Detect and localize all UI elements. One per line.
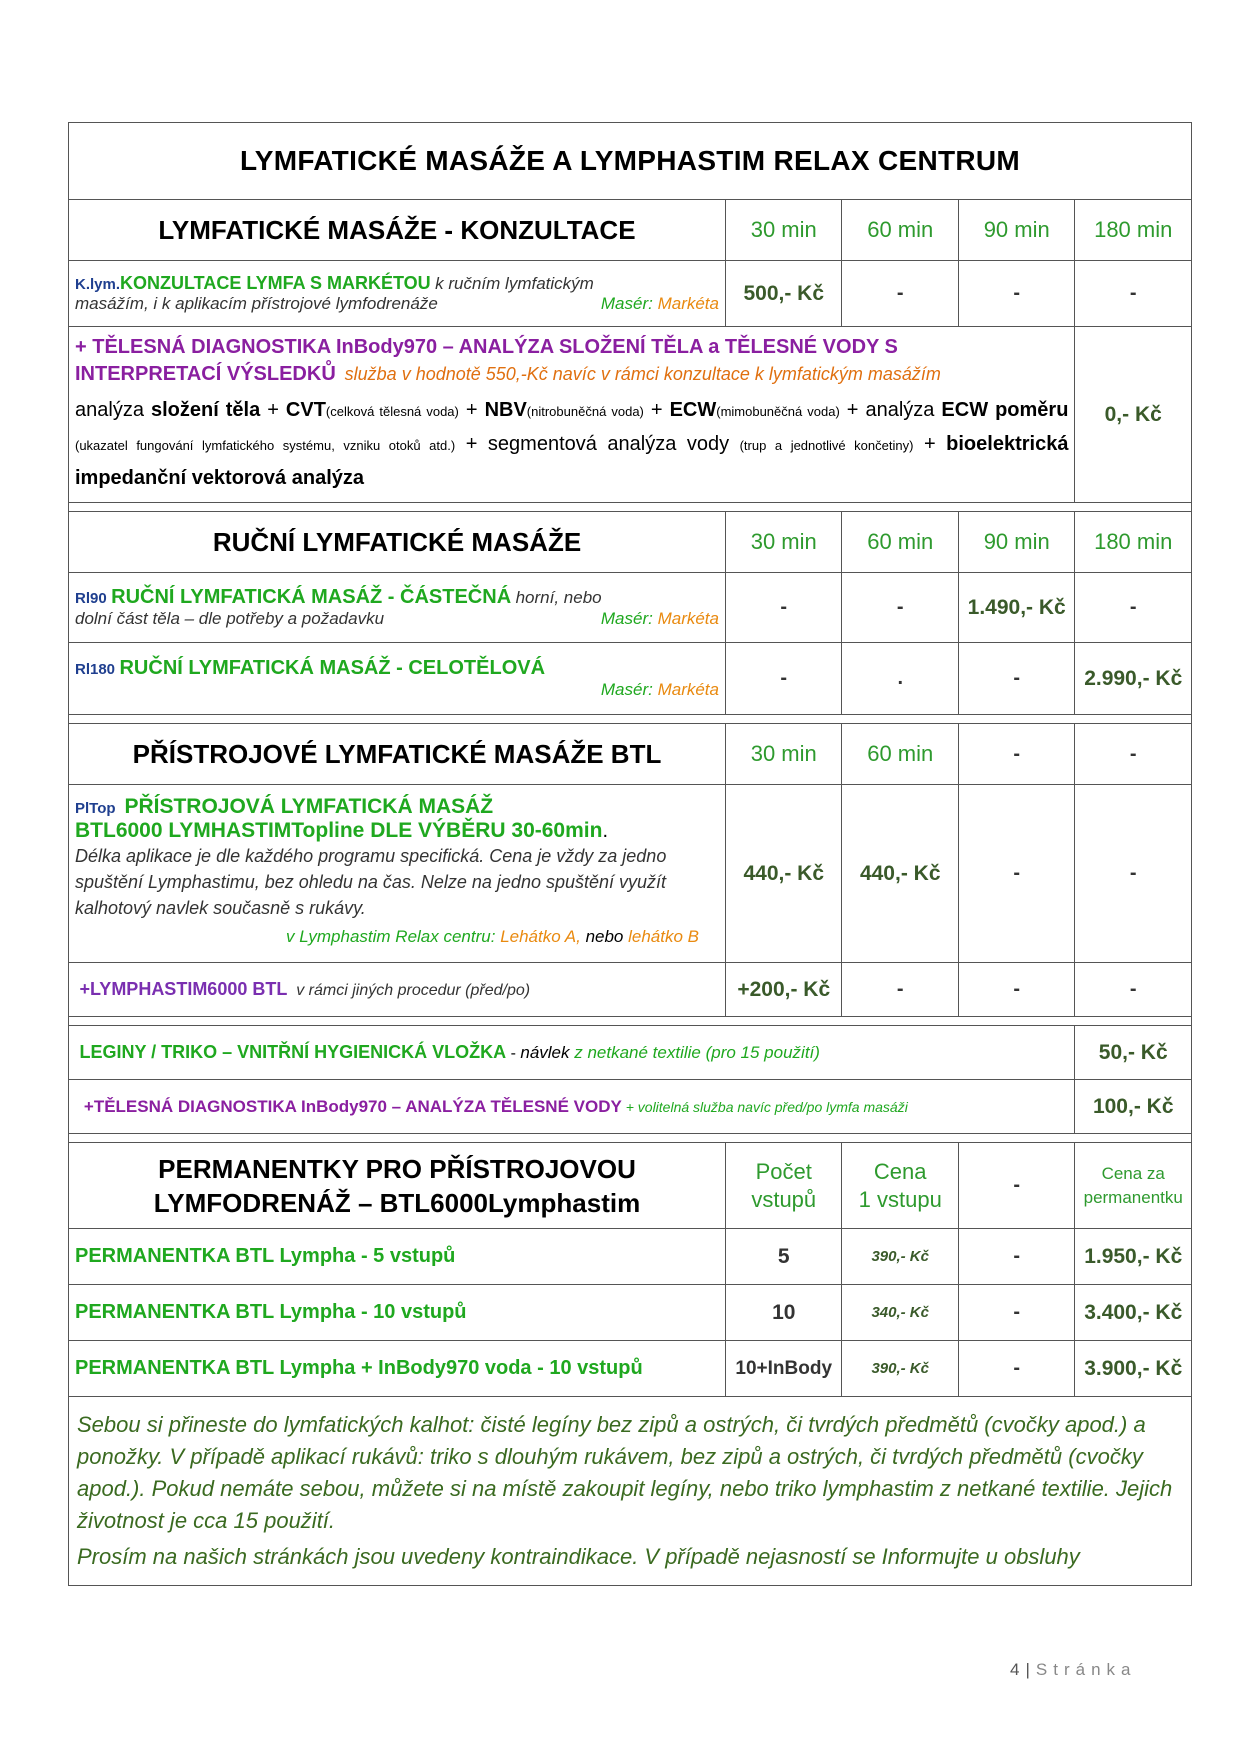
price-cell: +200,- Kč — [726, 963, 842, 1017]
maser-name: Markéta — [657, 680, 719, 699]
empty-cell: - — [958, 1285, 1074, 1341]
notes-box — [69, 1397, 1192, 1586]
header-line: Cena za — [1101, 1163, 1165, 1183]
desc-part: analýza — [75, 398, 151, 421]
price-cell: - — [958, 261, 1074, 327]
service-name: INTERPRETACÍ VÝSLEDKŮ — [75, 362, 336, 385]
desc-part: složení těla — [150, 398, 261, 421]
empty-cell: - — [958, 1341, 1074, 1397]
unit-price: 390,- Kč — [842, 1229, 958, 1285]
total-price: 1.950,- Kč — [1075, 1229, 1192, 1285]
total-price: 3.400,- Kč — [1075, 1285, 1192, 1341]
desc-part: bioelektrická impedanční vektorová analýza — [75, 432, 1069, 489]
service-desc: Délka aplikace je dle každého programu specifická. Cena je vždy za jedno spuštění Lymphastimu, bez ohledu na čas. Nelze na jedno spuštění využít kalhotový navlek současně s rukávy. — [75, 846, 667, 918]
service-note: služba v hodnotě 550,-Kč navíc v rámci konzultace k lymfatickým masážím — [344, 363, 941, 384]
duration-header: 30 min — [726, 724, 842, 785]
service-desc: z netkané textilie (pro 15 použití) — [569, 1043, 820, 1062]
col-header-count — [726, 1143, 842, 1229]
price-cell: 50,- Kč — [1075, 1026, 1192, 1080]
desc-part: CVT — [285, 398, 326, 421]
entry-count: 10 — [726, 1285, 842, 1341]
duration-header: 30 min — [726, 200, 842, 261]
desc-part: NBV — [484, 398, 527, 421]
section-title-rucni: RUČNÍ LYMFATICKÉ MASÁŽE — [69, 512, 726, 573]
price-cell: 0,- Kč — [1075, 327, 1192, 503]
maser-name: Markéta — [657, 294, 719, 313]
price-cell: - — [1075, 573, 1192, 643]
title-line: PERMANENTKY PRO PŘÍSTROJOVOU — [158, 1153, 636, 1184]
permanentka-row — [69, 1341, 726, 1397]
note-paragraph: Prosím na našich stránkách jsou uvedeny kontraindikace. V případě nejasností se Informujte u obsluhy — [77, 1544, 1080, 1569]
desc-part: + — [260, 398, 286, 421]
permanentka-name: PERMANENTKA BTL Lympha - 10 vstupů — [75, 1301, 467, 1323]
col-header-total — [1075, 1143, 1192, 1229]
maser-label: Masér: — [600, 294, 653, 313]
section-title-pristrojove: PŘÍSTROJOVÉ LYMFATICKÉ MASÁŽE BTL — [69, 724, 726, 785]
service-desc: horní, nebo — [515, 588, 602, 607]
dash: - — [506, 1045, 521, 1062]
price-cell: 440,- Kč — [726, 785, 842, 963]
page-title: LYMFATICKÉ MASÁŽE A LYMPHASTIM RELAX CENTRUM — [69, 123, 1192, 200]
col-header-unit-price — [842, 1143, 958, 1229]
empty-cell: - — [958, 1229, 1074, 1285]
duration-header: 30 min — [726, 512, 842, 573]
service-lymphastim-addon — [69, 963, 726, 1017]
desc-part: (celková tělesná voda) — [325, 403, 459, 419]
section-title-konzultace: LYMFATICKÉ MASÁŽE - KONZULTACE — [69, 200, 726, 261]
price-cell: 440,- Kč — [842, 785, 958, 963]
price-cell: . — [842, 643, 958, 715]
service-desc: dolní část těla – dle potřeby a požadavku — [75, 609, 385, 628]
maser-label: Masér: — [600, 609, 653, 628]
page-number: 4 — [1010, 1660, 1020, 1679]
service-name: +LYMPHASTIM6000 BTL — [79, 979, 288, 999]
desc-part: ECW poměru — [941, 398, 1069, 421]
desc-part: (trup a jednotlivé končetiny) — [739, 437, 914, 453]
duration-header: 90 min — [958, 200, 1074, 261]
header-line: permanentku — [1083, 1187, 1183, 1207]
service-code: PlTop — [75, 800, 116, 817]
service-desc: k ručním lymfatickým — [435, 274, 594, 293]
service-name: RUČNÍ LYMFATICKÁ MASÁŽ - CELOTĚLOVÁ — [119, 657, 546, 679]
footer-separator: | — [1025, 1660, 1030, 1679]
service-name: RUČNÍ LYMFATICKÁ MASÁŽ - ČÁSTEČNÁ — [111, 586, 512, 608]
price-cell: - — [958, 643, 1074, 715]
desc-part: + — [913, 432, 947, 455]
permanentka-row — [69, 1285, 726, 1341]
desc-part: + — [643, 398, 670, 421]
price-cell: 500,- Kč — [726, 261, 842, 327]
desc-part: + segmentová analýza vody — [455, 432, 740, 455]
header-line: vstupů — [751, 1186, 817, 1212]
location-label: v Lymphastim Relax centru: — [286, 927, 501, 946]
spacer — [69, 1017, 1192, 1026]
service-rucni-celotelova — [69, 643, 726, 715]
service-name: KONZULTACE LYMFA S MARKÉTOU — [120, 273, 431, 293]
note-paragraph: Sebou si přineste do lymfatických kalhot: čisté legíny bez zipů a ostrých, či tvrdých předmětů (cvočky apod.) a ponožky. V případě aplikací rukávů: triko s dlouhým rukávem, bez zipů a ostrých, či tvrdých předmětů (cvočky apod.). Pokud nemáte sebou, můžete si na místě zakoupit legíny, nebo triko lymphastim z netkané textilie. Jejich životnost je cca 15 použití. — [77, 1412, 1173, 1533]
service-desc: + volitelná služba navíc před/po lymfa masáži — [621, 1098, 908, 1115]
price-cell: - — [726, 643, 842, 715]
service-code: K.lym. — [75, 276, 121, 293]
service-name: PŘÍSTROJOVÁ LYMFATICKÁ MASÁŽ — [124, 795, 494, 818]
permanentka-name: PERMANENTKA BTL Lympha + InBody970 voda - 10 vstupů — [75, 1357, 643, 1379]
price-cell: 100,- Kč — [1075, 1080, 1192, 1134]
col-header-empty: - — [958, 1143, 1074, 1229]
duration-header: 60 min — [842, 724, 958, 785]
duration-header: 90 min — [958, 512, 1074, 573]
total-price: 3.900,- Kč — [1075, 1341, 1192, 1397]
service-name: BTL6000 LYMHASTIMTopline DLE VÝBĚRU 30-60min — [75, 819, 603, 842]
spacer — [69, 503, 1192, 512]
service-code: Rl180 — [75, 661, 116, 678]
desc-part: + — [458, 398, 485, 421]
service-desc: masážím, i k aplikacím přístrojové lymfodrenáže — [75, 294, 438, 313]
header-line: 1 vstupu — [858, 1186, 942, 1212]
permanentka-name: PERMANENTKA BTL Lympha - 5 vstupů — [75, 1245, 456, 1267]
location-or: nebo — [580, 927, 629, 946]
page-footer — [1010, 1660, 1136, 1680]
price-cell: 1.490,- Kč — [958, 573, 1074, 643]
service-name: LEGINY / TRIKO – VNITŘNÍ HYGIENICKÁ VLOŽKA — [79, 1042, 507, 1062]
duration-header: 60 min — [842, 512, 958, 573]
service-desc: návlek — [520, 1043, 570, 1062]
service-inbody-voda — [69, 1080, 1075, 1134]
service-pristrojova-btl — [69, 785, 726, 963]
maser-label: Masér: — [600, 680, 653, 699]
spacer — [69, 1134, 1192, 1143]
service-rucni-castecna — [69, 573, 726, 643]
price-cell: - — [842, 573, 958, 643]
price-cell: - — [958, 963, 1074, 1017]
duration-header: 60 min — [842, 200, 958, 261]
duration-header: - — [1075, 724, 1192, 785]
duration-header: 180 min — [1075, 512, 1192, 573]
service-desc — [75, 394, 1068, 494]
price-cell: 2.990,- Kč — [1075, 643, 1192, 715]
price-cell: - — [1075, 963, 1192, 1017]
price-cell: - — [1075, 785, 1192, 963]
page-word: Stránka — [1035, 1660, 1137, 1679]
service-name: +TĚLESNÁ DIAGNOSTIKA InBody970 – ANALÝZA TĚLESNÉ VODY — [83, 1096, 622, 1116]
entry-count: 5 — [726, 1229, 842, 1285]
service-konzultace — [69, 261, 726, 327]
price-cell: - — [842, 261, 958, 327]
unit-price: 390,- Kč — [842, 1341, 958, 1397]
spacer — [69, 715, 1192, 724]
service-name: + TĚLESNÁ DIAGNOSTIKA InBody970 – ANALÝZA SLOŽENÍ TĚLA a TĚLESNÉ VODY S — [75, 335, 898, 358]
maser-name: Markéta — [657, 609, 719, 628]
desc-part: (nitrobuněčná voda) — [526, 403, 644, 419]
location-b: lehátko B — [628, 927, 699, 946]
service-leginy-triko — [69, 1026, 1075, 1080]
location-a: Lehátko A, — [500, 927, 581, 946]
price-cell: - — [726, 573, 842, 643]
desc-part: (ukazatel fungování lymfatického systému, vzniku otoků atd.) — [75, 437, 456, 453]
permanentka-row — [69, 1229, 726, 1285]
desc-part: + analýza — [839, 398, 942, 421]
price-list-page — [68, 122, 1192, 1586]
price-table — [68, 122, 1192, 1586]
punctuation: . — [602, 820, 608, 842]
price-cell: - — [842, 963, 958, 1017]
entry-count: 10+InBody — [726, 1341, 842, 1397]
duration-header: - — [958, 724, 1074, 785]
title-line: LYMFODRENÁŽ – BTL6000Lymphastim — [153, 1187, 641, 1218]
duration-header: 180 min — [1075, 200, 1192, 261]
section-title-permanentky — [69, 1143, 726, 1229]
service-desc: v rámci jiných procedur (před/po) — [296, 982, 531, 999]
price-cell: - — [1075, 261, 1192, 327]
unit-price: 340,- Kč — [842, 1285, 958, 1341]
header-line: Cena — [873, 1158, 927, 1184]
service-inbody-diagnostika — [69, 327, 1075, 503]
header-line: Počet — [755, 1158, 812, 1184]
desc-part: (mimobuněčná voda) — [716, 403, 840, 419]
desc-part: ECW — [669, 398, 717, 421]
service-code: Rl90 — [75, 590, 107, 607]
price-cell: - — [958, 785, 1074, 963]
